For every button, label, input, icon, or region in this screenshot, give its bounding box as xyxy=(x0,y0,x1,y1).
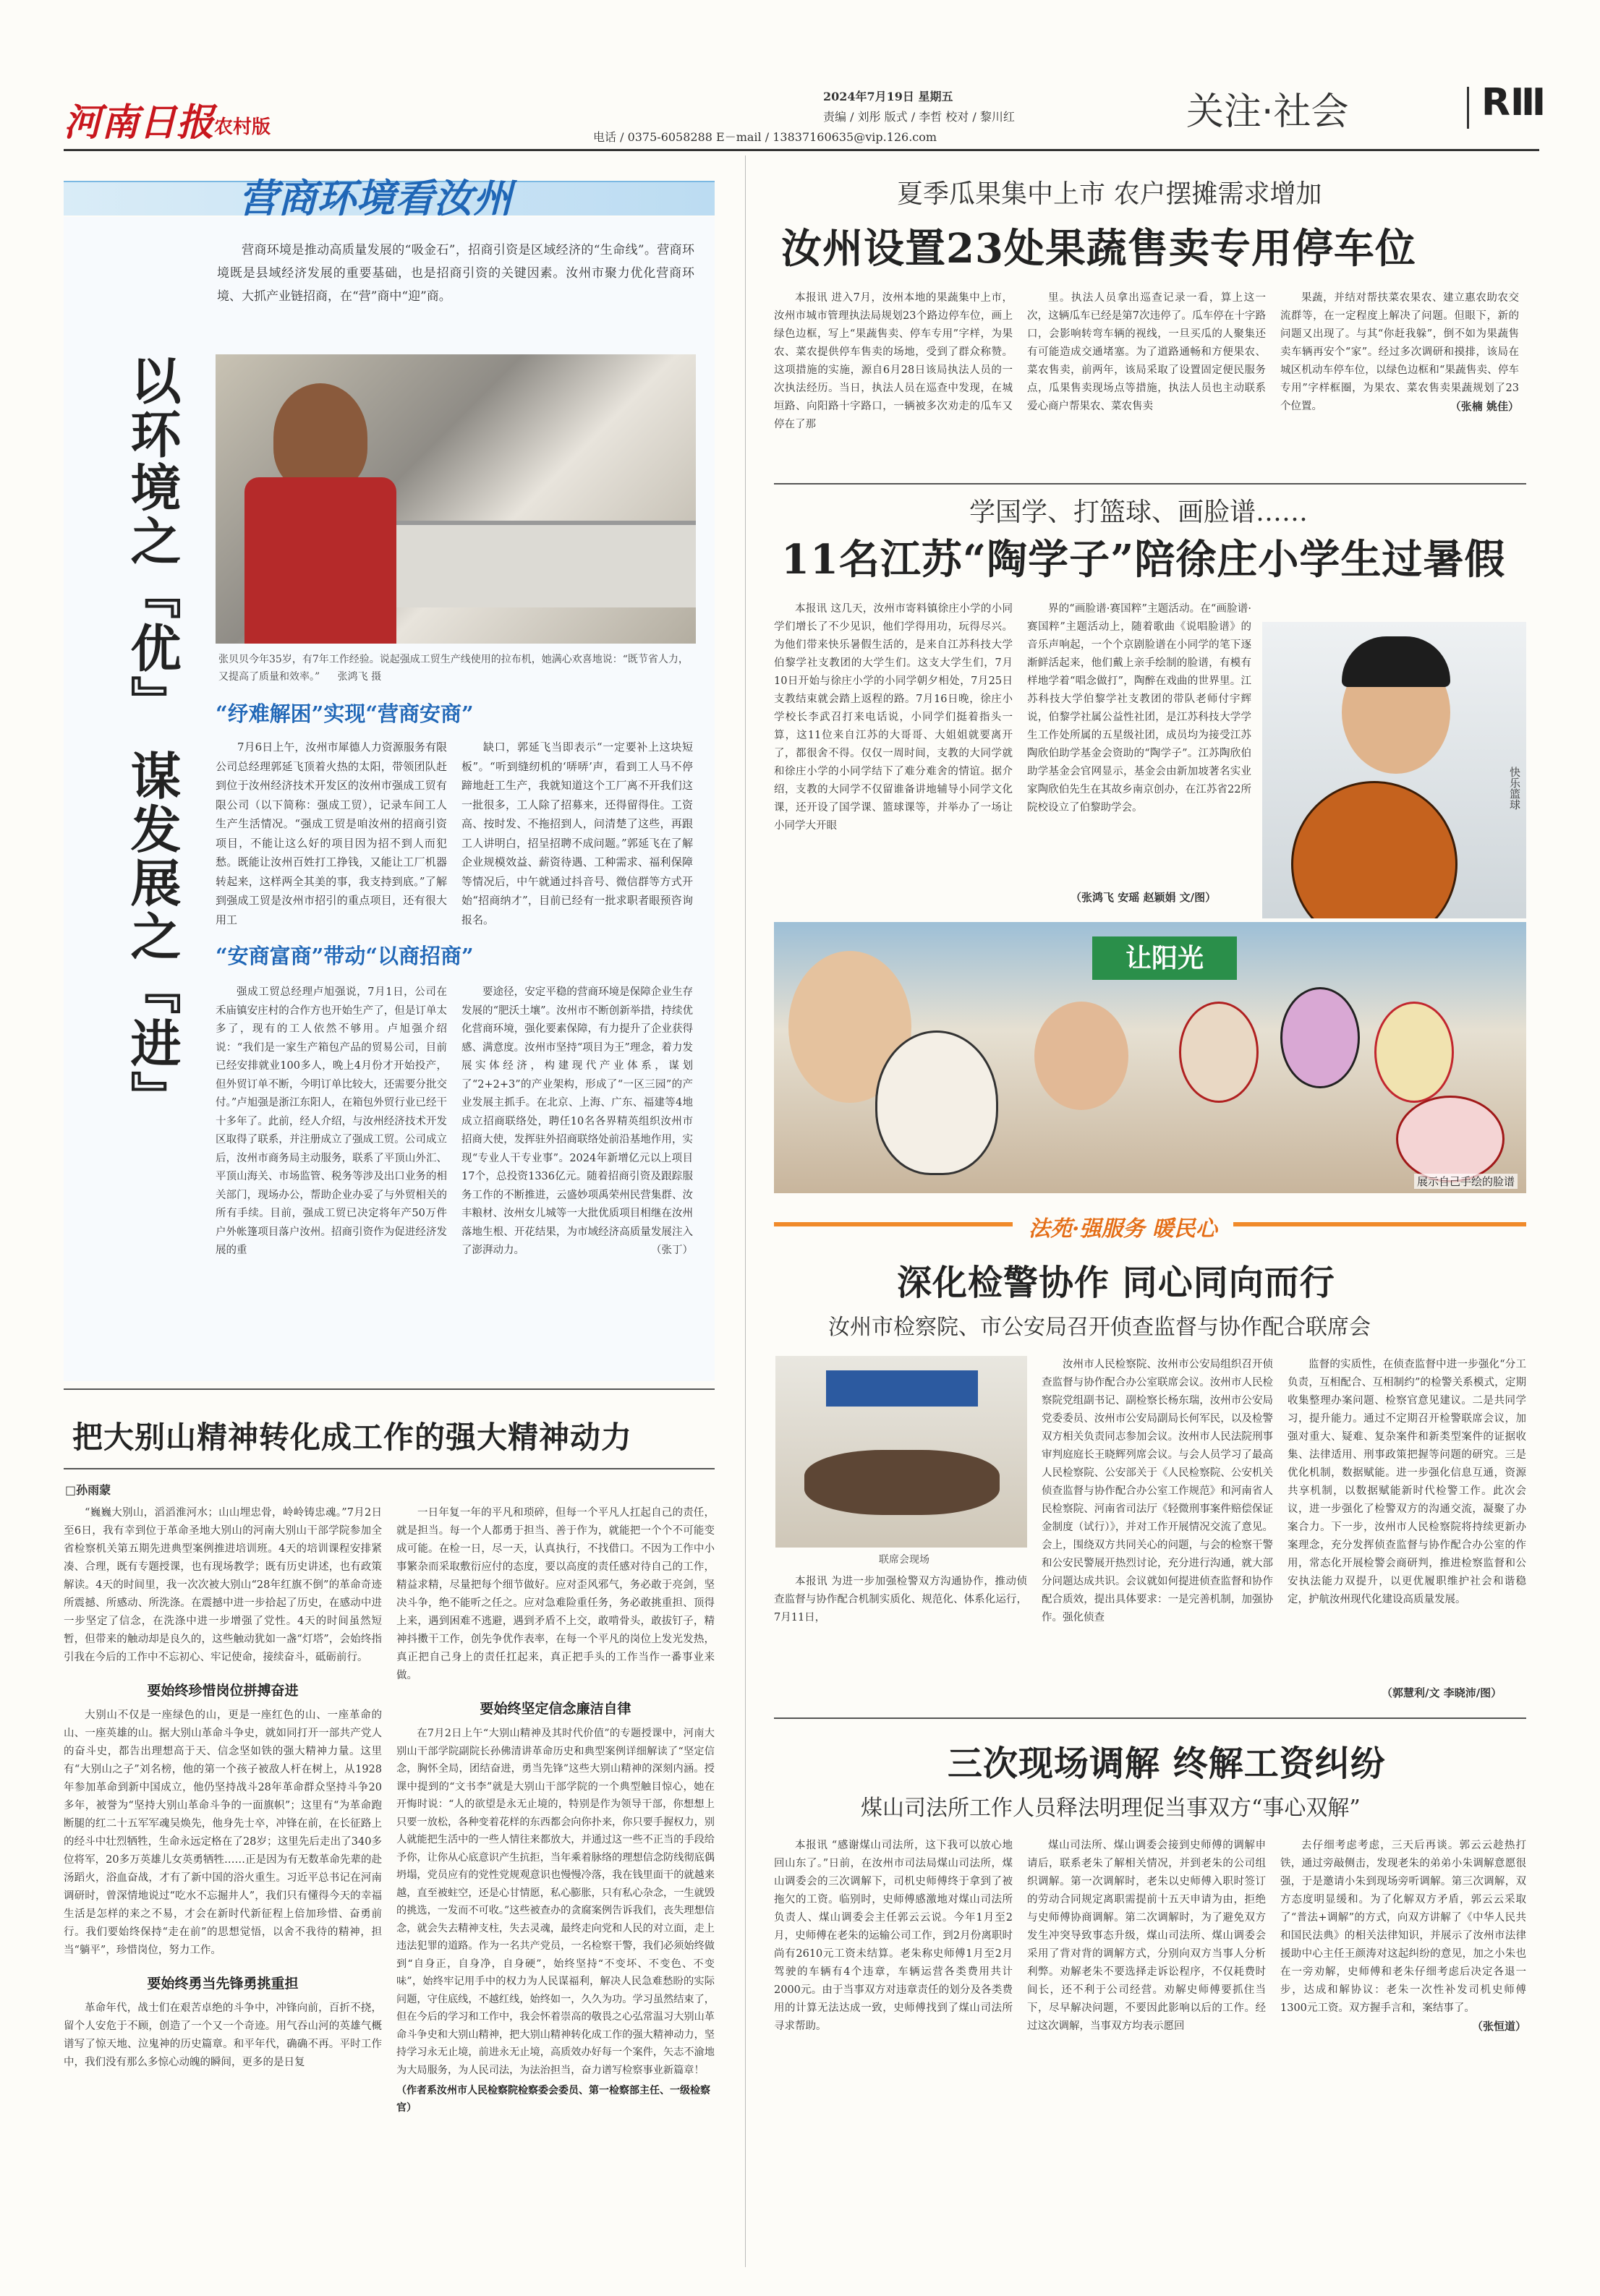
fruit-col3: 果蔬，并结对帮扶菜农果农、建立惠农助农交流群等，在一定程度上解决了问题。但眼下，新的问题又出现了。与其“你赶我躲”，倒不如为果蔬售卖车辆再安个“家”。经过多次调研和摸排，该局在城区机动车停车位，以绿色边框和“果蔬售卖、停车专用”字样框圈，为果农、菜农售卖果蔬规划了23个位置。 （张楠 姚佳） xyxy=(1280,292,1519,413)
tao-col2: 界的“画脸谱·赛国粹”主题活动。在“画脸谱·赛国粹”主题活动上，随着歌曲《说唱脸谱》的音乐声响起，一个个京剧脸谱在小同学的笔下逐渐鲜活起来，他们戴上亲手绘制的脸谱，有模有样地学着“唱念做打”，陶醉在戏曲的世界里。江苏科技大学伯黎学社支教团的带队老师付宇辉说，伯黎学社属公益性社团，是江苏科技大学学生工作处所属的五星级社团，成员均为接受江苏陶欣伯助学基金会资助的“陶学子”。江苏陶欣伯助学基金会官网显示，基金会由新加坡著名实业家陶欣伯先生在其故乡南京创办，在江苏省22所院校设立了伯黎助学会。 xyxy=(1027,603,1251,814)
date-line: 2024年7月19日 星期五 xyxy=(823,90,953,103)
mask-shape xyxy=(1374,1002,1454,1103)
painted-mask-shape xyxy=(875,1030,998,1175)
mountain-author: □孙雨蒙 xyxy=(65,1483,111,1497)
mountain-h1: 要始终珍惜岗位拼搏奋进 xyxy=(147,1683,299,1699)
meeting-photo xyxy=(775,1356,1027,1548)
sub2-col2: 要途径，安定平稳的营商环境是保障企业生存发展的“肥沃土壤”。汝州市不断创新举措，持续优化营商环境，强化要素保障，有力提升了企业获得感、满意度。汝州市坚持“项目为王”理念，着力发展实体经济，构建现代产业体系，谋划了“2+2+3”的产业架构，形成了“一区三园”的产业发展主抓手。在北京、上海、广东、福建等4地成立招商联络处，聘任10名各界精英组织汝州市招商大使，发挥驻外招商联络处前沿基地作用，实现“专业人干专业事”。2024年新增亿元以上项目17个，总投资1336亿元。随着招商引资及跟踪服务工作的不断推进，云盛妙项禹荣州民营集群、汝丰粮材、汝州女儿城等一大批优质项目相继在汝州落地生根、开花结果，为市域经济高质量发展注入了澎湃动力。 （张丁） xyxy=(461,986,693,1256)
rule xyxy=(774,1717,1526,1719)
tao-title: 11名江苏“陶学子”陪徐庄小学生过暑假 xyxy=(781,536,1506,584)
vertical-title: 以环境之『优』 谋发展之『进』 xyxy=(122,354,182,1124)
mask-shape xyxy=(1280,987,1360,1088)
intro-text: 营商环境是推动高质量发展的“吸金石”，招商引资是区域经济的“生命线”。营商环境既是县域经济发展的重要基础，也是招商引资的关键因素。汝州市聚力优化营商环境、大抓产业链招商，在“营”商中“迎”商。 xyxy=(217,243,694,304)
header-separator xyxy=(1467,87,1469,129)
fruit-col1: 本报讯 进入7月，汝州本地的果蔬集中上市，汝州市城市管理执法局规划23个路边停车位，画上绿色边框，写上“果蔬售卖、停车专用”字样，为果农、菜农提供停车售卖的场地，受到了群众称赞。这项措施的实施，源自6月28日该局执法人员的一次执法经历。当日，执法人员在巡查中发现，在城垣路、向阳路十字路口，一辆被多次劝走的瓜车又停在了那 xyxy=(774,292,1013,430)
masks-caption: 展示自己手绘的脸谱 xyxy=(1414,1174,1518,1189)
rule xyxy=(64,1388,715,1390)
sub1-col1: 7月6日上午，汝州市犀德人力资源服务有限公司总经理郭延飞顶着火热的太阳，带领团队赶到位于汝州经济技术开发区的汝州市强成工贸有限公司（以下简称：强成工贸），记录车间工人生产生活情况。“强成工贸是咱汝州的招商引资项目，不能让这么好的项目因为招不到人而犯愁。既能让汝州百姓打工挣钱，又能让工厂机器转起来，这样两全其美的事，我支持到底。”了解到强成工贸是汝州市招引的重点项目，还有很大用工 xyxy=(216,741,447,926)
photo-caption: 张贝贝今年35岁，有7年工作经验。说起强成工贸生产线使用的拉布机，她满心欢喜地说：“既节省人力，又提高了质量和效率。” 张鸿飞 摄 xyxy=(218,654,689,683)
meeting-table-shape xyxy=(804,1450,1000,1515)
police-col1: 本报讯 为进一步加强检警双方沟通协作，推动侦查监督与协作配合机制实质化、规范化、体系化运行，7月11日， xyxy=(774,1576,1027,1623)
wage-col2: 煤山司法所、煤山调委会接到史师傅的调解申请后，联系老朱了解相关情况，并到老朱的公司组织调解。第一次调解时，老朱以史师傅入职时签订的劳动合同规定离职需提前十五天申请为由，拒绝与史师傅协商调解。第二次调解时，为了避免双方发生冲突导致事态升级，煤山司法所、煤山调委会采用了背对背的调解方式，分别向双方当事人分析利弊。劝解老朱不要选择走诉讼程序，不仅耗费时间长，还不利于公司经营。劝解史师傅要抓住当下，尽早解决问题，不要因此影响以后的工作。经过这次调解，当事双方均表示愿回 xyxy=(1027,1840,1266,2032)
police-title: 深化检警协作 同心同向而行 xyxy=(897,1263,1335,1303)
machine-shape xyxy=(396,521,696,607)
editors-line: 责编 / 刘彤 版式 / 李哲 校对 / 黎川红 xyxy=(823,110,1015,124)
tao-credit: （张鸿飞 安瑶 赵颖娟 文/图） xyxy=(1071,891,1217,904)
fruit-col2: 里。执法人员拿出巡查记录一看，算上这一次，这辆瓜车已经是第7次违停了。瓜车停在十字路口，会影响转弯车辆的视线，一旦买瓜的人聚集还有可能造成交通堵塞。为了道路通畅和方便果农、菜农售卖，前两年，该局采取了设置固定便民服务点，瓜果售卖现场点等措施，执法人员也主动联系爱心商户帮果农、菜农售卖 xyxy=(1027,292,1266,412)
mountain-col1: “巍巍大别山，滔滔淮河水；山山埋忠骨，岭岭铸忠魂。”7月2日至6日，我有幸到位于革命圣地大别山的河南大别山干部学院参加全省检察机关第五期先进典型案例推进培训班。4天的培训课程安排紧凑、合理，既有专题授课，也有现场教学；既有历史讲述，也有政策解读。4天的时间里，我一次次被大别山“28年红旗不倒”的革命奇迹所震撼、所感动、所洗涤。在震撼中进一步拾起了历史，在感动中进一步坚定了信念，在洗涤中进一步增强了党性。4天的时间虽然短暂，但带来的触动却是良久的，这些触动犹如一盏“灯塔”，会始终指引我在今后的工作中不忘初心、牢记使命，接续奋斗，砥砺前行。 要始终珍惜岗位拼搏奋进 大别山不仅是一座绿色的山，更是一座红色的山、一座革命的山、一座英雄的山。据大别山革命斗争史，就如同打开一部共产党人的奋斗史，都告出理想高于天、信念坚如铁的强大精神力量。这里有“大别山之子”刘名榜，他的第一个孩子被敌人杆在树上，从1928年参加革命到新中国成立，他仍坚持战斗28年革命群众坚持斗争20多年，被誉为“坚持大别山革命斗争的一面旗帜”；这里有“为革命跑断腿的红二十五军军魂吴焕先，他身先士卒，冲锋在前，在长征路上的经斗中壮烈牺牲，生命永远定格在了28岁；这里先后走出了340多位将军，20多万英雄儿女英勇牺牲……正是因为有无数革命先辈的赴汤蹈火，浴血奋战，才有了新中国的浴火重生。习近平总书记在河南调研时，曾深情地说过“吃水不忘掘井人”，我们只有懂得今天的幸福生活是怎样的来之不易，才会在新时代新征程上倍加珍惜、奋勇前行。我们要始终保持“走在前”的思想觉悟，以舍不我待的精神，担当“躺平”，珍惜岗位，努力工作。 要始终勇当先锋勇挑重担 革命年代，战士们在艰苦卓绝的斗争中，冲锋向前，百折不挠，留个人安危于不顾，创造了一个又一个奇迹。用气吞山河的英雄气概谱写了惊天地、泣鬼神的历史篇章。和平年代，确确不再。平时工作中，我们没有那么多惊心动魄的瞬间，更多的是日复 xyxy=(64,1507,382,2068)
meeting-screen-shape xyxy=(826,1370,978,1407)
subhead-1: “纾难解困”实现“营商安商” xyxy=(216,701,474,726)
fruit-kicker: 夏季瓜果集中上市 农户摆摊需求增加 xyxy=(897,179,1322,209)
rule xyxy=(64,1468,715,1469)
tao-kicker: 学国学、打篮球、画脸谱…… xyxy=(969,498,1308,527)
banner-in-photo: 让阳光 xyxy=(1092,936,1237,980)
contact-line: 电话 / 0375-6058288 E－mail / 13837160635@vip.126.com xyxy=(593,130,937,144)
sub1-col2: 缺口，郭延飞当即表示“一定要补上这块短板”。“听到缝纫机的‘哢哢’声，看到工人马不停蹄地赶工生产，我就知道这个工厂离不开我们这一批很多，工人除了招募来，还得留得住。工资高、按时发、不拖招到人，问清楚了这些，再跟工人讲明白，招呈招聘不成问题。”郭延飞在了解企业规模效益、薪资待遇、工种需求、福利保障等情况后，中午就通过抖音号、微信群等方式开始“招商纳才”，目前已经有一批求职者眼预咨询报名。 xyxy=(461,741,693,926)
column-separator xyxy=(745,155,746,2267)
rule xyxy=(774,483,1526,485)
legal-banner-title: 法苑·强服务 暖民心 xyxy=(1013,1209,1233,1244)
mountain-h2: 要始终勇当先锋勇挑重担 xyxy=(147,1976,299,1992)
police-subtitle: 汝州市检察院、市公安局召开侦查监督与协作配合联席会 xyxy=(828,1315,1371,1340)
wage-col3: 去仔细考虑考虑，三天后再谈。郭云云趁热打铁，通过旁敲侧击，发现老朱的弟弟小朱调解意愿很强，于是邀请小朱到现场旁听调解。第三次调解，双方态度明显缓和。为了化解双方矛盾，郭云云采取了“普法+调解”的方式，向双方讲解了《中华人民共和国民法典》的相关法律知识，并展示了汝州市法律援助中心主任王颜涛对这起纠纷的意见，加之小朱也在一旁劝解，史师傅和老朱仔细考虑后决定各退一步，达成和解协议：老朱一次性补发司机史师傅1300元工资。双方握手言和，案结事了。 （张恒道） xyxy=(1280,1840,1526,2033)
header-rule xyxy=(64,149,1539,151)
mountain-h3: 要始终坚定信念廉洁自律 xyxy=(480,1701,631,1717)
banner-title: 营商环境看汝州 xyxy=(239,175,512,221)
fruit-title: 汝州设置23处果蔬售卖专用停车位 xyxy=(781,225,1416,273)
page-number: RⅢ xyxy=(1481,81,1546,124)
newspaper-logo: 河南日报农村版 xyxy=(64,101,271,145)
wage-col1: 本报讯 “感谢煤山司法所，这下我可以放心地回山东了。”日前，在汝州市司法局煤山司法所，煤山调委会的三次调解下，司机史师傅终于拿到了被拖欠的工资。临别时，史师傅感激地对煤山司法所负责人、煤山调委会主任郭云云说。今年1月至2月，史师傅在老朱的运输公司工作，到2月份离职时尚有2610元工资未结算。老朱称史师傅1月至2月驾驶的车辆有4个违章，车辆运营各类费用共计2000元。由于当事双方对违章责任的划分及各类费用的计算无法达成一致，史师傅找到了煤山司法所寻求帮助。 xyxy=(774,1840,1013,2032)
mask-shape xyxy=(1179,1002,1259,1103)
worker-apron-shape xyxy=(244,477,396,644)
wage-title: 三次现场调解 终解工资纠纷 xyxy=(948,1744,1386,1784)
police-col3: 监督的实质性，在侦查监督中进一步强化“分工负责，互相配合、互相制约”的检警关系模式，定期收集整理办案问题、检察官意见建议。二是共同学习，提升能力。通过不定期召开检警联席会议，加强对重大、疑难、复杂案件和新类型案件的证据收集、法律适用、刑事政策把握等问题的研究。三是优化机制，数据赋能。进一步强化信息互通，资源共享机制，以数据赋能新时代检警工作。此次会议，进一步强化了检警双方的沟通交流，凝聚了办案合力。下一步，汝州市人民检察院将持续更新办案理念，充分发挥侦查监督与协作配合办公室的作用，常态化开展检警会商研判，推进检察监督和公安执法能力双提升，以更优履职维护社会和谐稳定，护航汝州现代化建设高质量发展。 xyxy=(1288,1359,1526,1605)
tao-col1: 本报讯 这几天，汝州市寄料镇徐庄小学的小同学们增长了不少见识，他们学得用功，玩得尽兴。为他们带来快乐暑假生活的，是来自江苏科技大学伯黎学社支教团的大学生们。这支大学生们，7月10日开始与徐庄小学的小同学朝夕相处，7月25日支教结束就会踏上返程的路。7月16日晚，徐庄小学校长李武召打来电话说，小同学们挺着指头一算，这11位来自江苏的大哥哥、大姐姐就要离开了，都很舍不得。仅仅一周时间，支教的大同学就和徐庄小学的小同学结下了难分难舍的情谊。据介绍，支教的大同学不仅留谁备讲地辅导小同学文化课，还开设了国学课、篮球课等，并举办了一场让小同学大开眼 xyxy=(774,603,1013,832)
police-col2: 汝州市人民检察院、汝州市公安局组织召开侦查监督与协作配合办公室联席会议。汝州市人民检察院党组副书记、副检察长杨东瑞，汝州市公安局党委委员、汝州市公安局副局长何军民，以及检警双方相关负责同志参加会议。汝州市人民法院刑事审判庭庭长王晓辉列席会议。与会人员学习了最高人民检察院、公安部关于《人民检察院、公安机关侦查监督与协作配合办公室工作规范》和河南省人民检察院、河南省司法厅《轻微刑事案件赔偿保证金制度（试行）》，并对工作开展情况交流了意见。会上，围绕双方共同关心的问题，与会的检察干警和公安民警展开热烈讨论，充分进行沟通，就大部分问题达成共识。会议就如何提进侦查监督和协作配合质效，提出具体要求：一是完善机制，加强协作。强化侦查 xyxy=(1042,1359,1273,1623)
mountain-col2: 一日年复一年的平凡和琐碎，但每一个平凡人扛起自己的责任，就是担当。每一个人都勇于担当、善于作为，就能把一个个不可能变成可能。在检一日，尽一天，认真执行，不找借口。不因为工作中小事繁杂而采取敷衍应付的态度，要以高度的责任感对待自己的工作，精益求精，尽量把每个细节做好。应对歪风邪气，务必敢于亮剑，坚决斗争，绝不能听之任之。应对急难险重任务，务必敢挑重担、顶得上来，遇到困难不逃避，遇到矛盾不上交，敢啃骨头，敢拔钉子，精神抖擞干工作，创先争优作表率，在每一个平凡的岗位上发光发热，真正把自己身上的责任扛起来，真正把手头的工作当作一番事业来做。 要始终坚定信念廉洁自律 在7月2日上午“大别山精神及其时代价值”的专题授课中，河南大别山干部学院副院长孙佛清讲革命历史和典型案例详细解读了“坚定信念，胸怀全局，团结奋进，勇当先锋”这些大别山精神的深刻内涵。授课中提到的“文书李”就是大别山干部学院的一个典型触目惊心，她在开悔时说：“人的欲望是永无止境的，特别是作为领导干部，你想想上只要一放松，各种变着花样的东西都会向你扑来，你只要手握权力，别人就能把生活中的一些人情往来都放大，并通过这一些不正当的手段给予你，让你从心底意识产生抗拒，当年乘着脉络的理想信念防线彻底偶坍塌，党员应有的党性党规观意识也慢慢冷落，我在钱里面干的就越来越，直至被蛀空，还是心甘情愿，私心膨胀，只有私心杂念，一生就毁的挑选，一发而不可收。”这些被查办的贪腐案例告诉我们，丧失理想信念，就会失去精神支柱，失去灵魂，最终走向党和人民的对立面，走上违法犯罪的道路。作为一名共产党员，一名检察干警，我们必须始终做到“自身正，自身净，自身硬”，始终坚持“不变坏、不变色、不变味”，始终牢记用手中的权力为人民谋福利，解决人民急难愁盼的实际问题，守住底线，不越红线，始终如一，久久为功。学习虽然结束了，但在今后的学习和工作中，我会怀着崇高的敬畏之心弘常温习大别山革命斗争史和大别山精神，把大别山精神转化成工作的强大精神动力，坚持学习永无止境，前进永无止境，高质效办好每一个案件，矢志不渝地为大局服务，为人民司法，为法治担当，奋力谱写检察事业新篇章！ （作者系汝州市人民检察院检察委会委员、第一检察部主任、一级检察官） xyxy=(396,1504,715,2117)
mountain-title: 把大别山精神转化成工作的强大精神动力 xyxy=(72,1420,633,1455)
meeting-caption: 联席会现场 xyxy=(879,1554,929,1566)
boy-hair-shape xyxy=(1342,636,1450,687)
child-face-shape xyxy=(1034,1002,1128,1110)
worker-photo xyxy=(216,354,696,644)
basketball-photo xyxy=(1262,622,1526,918)
subhead-2: “安商富商”带动“以商招商” xyxy=(216,944,474,968)
basketball-shape xyxy=(1291,781,1458,918)
mountain-credit: （作者系汝州市人民检察院检察委会委员、第一检察部主任、一级检察官） xyxy=(396,2085,710,2114)
police-credit: （郭慧利/文 李晓沛/图） xyxy=(1382,1686,1502,1699)
wage-subtitle: 煤山司法所工作人员释法明理促当事双方“事心双解” xyxy=(861,1796,1361,1821)
masks-photo xyxy=(774,922,1526,1193)
sub2-col1: 强成工贸总经理卢旭强说，7月1日，公司在禾庙镇安庄村的合作方也开始生产了，但是订单太多了，现有的工人依然不够用。卢旭强介绍说：“我们是一家生产箱包产品的贸易公司，目前已经安排就业100多人，晚上4月份才开始投产，但外贸订单不断，今明订单比较大，还需要分批交付。”卢旭强是浙江东阳人，在箱包外贸行业已经干十多年了。此前，经人介绍，与汝州经济技术开发区取得了联系，并注册成立了强成工贸。公司成立后，汝州市商务局主动服务，联系了平顶山外汇、平顶山海关、市场监管、税务等涉及出口业务的相关部门，现场办公，帮助企业办妥了与外贸相关的所有手续。目前，强成工贸已决定将年产50万件户外帐篷项目落户汝州。招商引资作为促进经济发展的重 xyxy=(216,986,447,1256)
worker-head-shape xyxy=(273,383,367,492)
section-title: 关注·社会 xyxy=(1186,90,1349,134)
basketball-caption: 快乐篮球 xyxy=(1508,767,1521,810)
mask-shape xyxy=(1396,1096,1505,1182)
header-info xyxy=(593,87,1178,148)
